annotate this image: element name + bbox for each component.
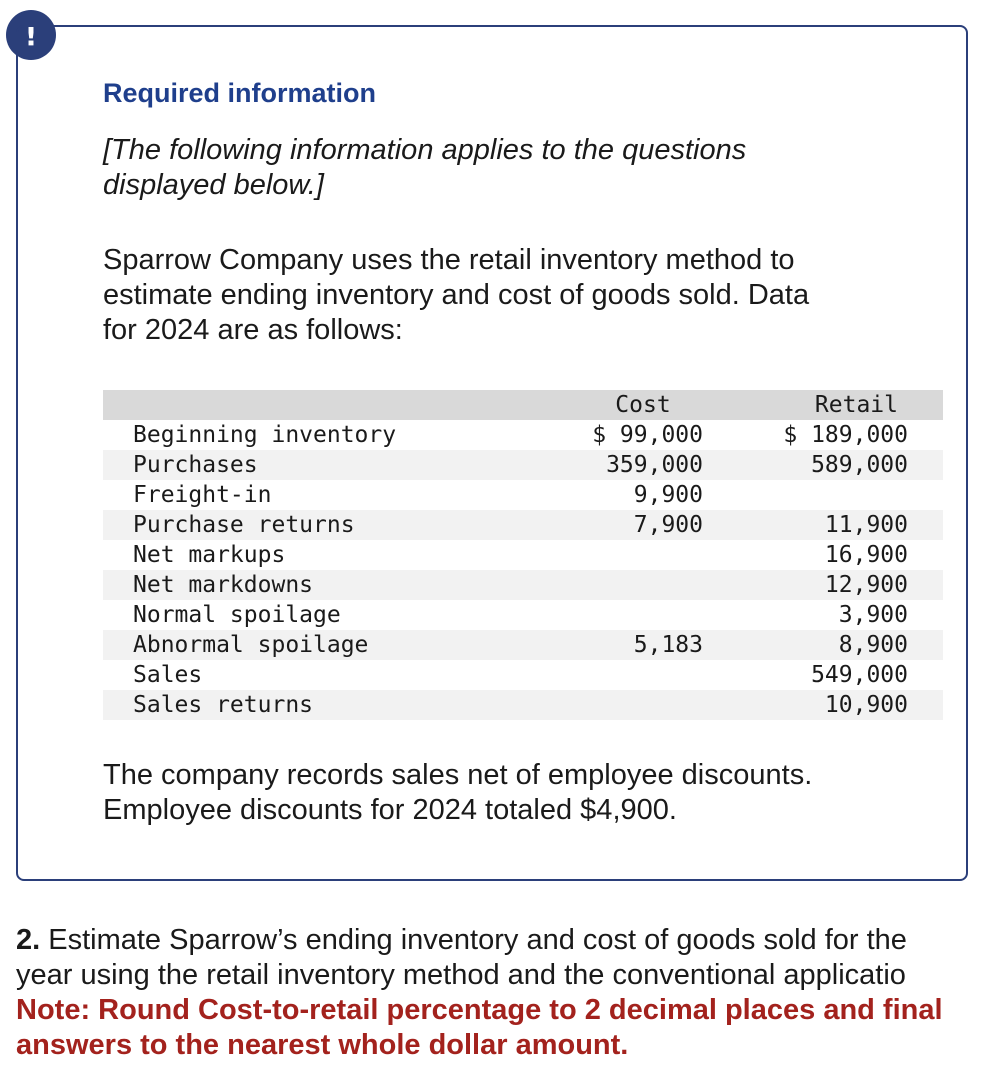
cell-cost: [573, 540, 703, 570]
intro-line-2: estimate ending inventory and cost of goods sold. Data: [103, 279, 810, 311]
question-number: 2.: [16, 924, 41, 956]
cell-retail: 549,000: [811, 662, 908, 688]
question-text-1: Estimate Sparrow’s ending inventory and cost of goods sold for the: [40, 924, 907, 956]
table-header-row: [103, 390, 943, 420]
cell-cost: 5,183: [633, 632, 703, 658]
header-cost: Cost: [615, 392, 671, 418]
cell-retail: [703, 480, 908, 510]
table-row: [103, 450, 943, 480]
cell-retail: 16,900: [824, 542, 908, 568]
cell-retail: 11,900: [824, 512, 908, 538]
table-row: [103, 540, 943, 570]
cell-label: Abnormal spoilage: [133, 632, 369, 658]
rounding-note-line-2: answers to the nearest whole dollar amount.: [16, 1029, 629, 1061]
required-information-heading: Required information: [103, 78, 377, 108]
cell-cost: 7,900: [633, 512, 703, 538]
cell-label: Net markups: [133, 542, 286, 568]
cell-cost: [573, 690, 703, 720]
cell-cost: 359,000: [606, 452, 703, 478]
question-line-1: [16, 923, 984, 958]
applies-note-line-1: [The following information applies to the questions: [103, 134, 747, 166]
cell-label: Sales returns: [133, 692, 314, 718]
footer-line-2: Employee discounts for 2024 totaled $4,900.: [103, 794, 677, 826]
cell-cost: [573, 570, 703, 600]
table-row: [103, 510, 943, 540]
alert-icon: !: [6, 10, 56, 60]
cell-retail: 8,900: [838, 632, 908, 658]
rounding-note-line-1: Note: Round Cost-to-retail percentage to 2 decimal places and final: [16, 994, 943, 1026]
cell-label: Net markdowns: [133, 572, 314, 598]
cell-label: Beginning inventory: [133, 422, 397, 448]
cell-retail: 589,000: [811, 452, 908, 478]
intro-line-1: Sparrow Company uses the retail inventory method to: [103, 244, 795, 276]
cell-retail: 10,900: [824, 692, 908, 718]
question-line-2: year using the retail inventory method and the conventional applicatio: [16, 959, 906, 991]
cell-label: Normal spoilage: [133, 602, 341, 628]
cell-label: Purchase returns: [133, 512, 355, 538]
cell-retail: 3,900: [838, 602, 908, 628]
question-2: [16, 923, 984, 1063]
cell-retail: 12,900: [824, 572, 908, 598]
footer-line-1: The company records sales net of employee discounts.: [103, 759, 813, 791]
table-row: [103, 570, 943, 600]
table-row: [103, 600, 943, 630]
employee-discount-paragraph: [103, 758, 923, 828]
applies-note-line-2: displayed below.]: [103, 169, 324, 201]
cell-cost: [573, 600, 703, 630]
table-row: [103, 420, 943, 450]
inventory-data-table: [103, 390, 943, 720]
cell-retail: $ 189,000: [783, 422, 908, 448]
cell-cost: 9,900: [633, 482, 703, 508]
cell-label: Sales: [133, 662, 203, 688]
table-row: [103, 630, 943, 660]
cell-cost: [573, 660, 703, 690]
table-row: [103, 480, 943, 510]
header-retail: Retail: [814, 392, 898, 418]
cell-cost: $ 99,000: [592, 422, 703, 448]
table-row: [103, 690, 943, 720]
intro-line-3: for 2024 are as follows:: [103, 314, 403, 346]
cell-label: Purchases: [133, 452, 258, 478]
applies-note: [103, 133, 863, 203]
table-row: [103, 660, 943, 690]
cell-label: Freight-in: [133, 482, 272, 508]
header-label-cell: [103, 390, 573, 420]
intro-paragraph: [103, 243, 903, 348]
